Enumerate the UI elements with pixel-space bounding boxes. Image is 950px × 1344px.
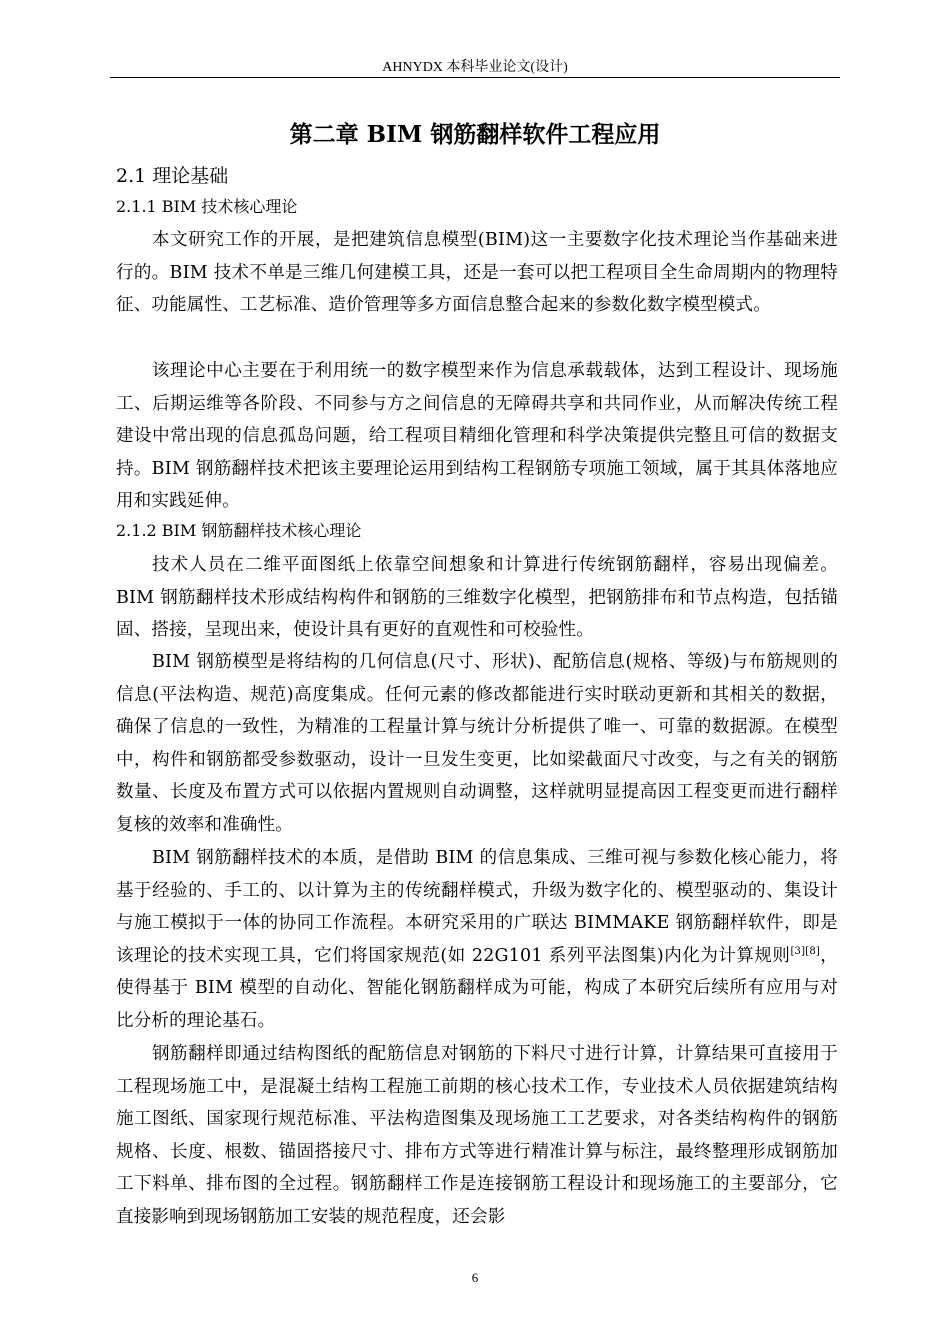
section-heading-2-1: 2.1 理论基础 xyxy=(116,165,229,187)
paragraph-text: ，使得基于 BIM 模型的自动化、智能化钢筋翻样成为可能，构成了本研究后续所有应用与对比分析的理论基石。 xyxy=(116,945,839,1031)
chapter-title: 第二章 BIM 钢筋翻样软件工程应用 xyxy=(289,121,661,148)
running-header: AHNYDX 本科毕业论文(设计) xyxy=(382,60,568,75)
header-rule xyxy=(110,77,840,78)
page-number: 6 xyxy=(471,1270,479,1285)
paragraph: 技术人员在二维平面图纸上依靠空间想象和计算进行传统钢筋翻样，容易出现偏差。BIM 钢筋翻样技术形成结构构件和钢筋的三维数字化模型，把钢筋排布和节点构造，包括锚固、搭接，呈现出来，使设计具有更好的直观性和可校验性。 xyxy=(116,555,838,641)
paragraph: 该理论中心主要在于利用统一的数字模型来作为信息承载载体，达到工程设计、现场施工、后期运维等各阶段、不同参与方之间信息的无障碍共享和共同作业，从而解决传统工程建设中常出现的信息孤岛问题，给工程项目精细化管理和科学决策提供完整且可信的数据支持。BIM 钢筋翻样技术把该主要理论运用到结构工程钢筋专项施工领域，属于其具体落地应用和实践延伸。 xyxy=(116,361,838,512)
section-heading-2-1-2: 2.1.2 BIM 钢筋翻样技术核心理论 xyxy=(116,521,362,540)
paragraph: BIM 钢筋模型是将结构的几何信息(尺寸、形状)、配筋信息(规格、等级)与布筋规则的信息(平法构造、规范)高度集成。任何元素的修改都能进行实时联动更新和其相关的数据，确保了信息的一致性，为精准的工程量计算与统计分析提供了唯一、可靠的数据源。在模型中，构件和钢筋都受参数驱动，设计一旦发生变更，比如梁截面尺寸改变，与之有关的钢筋数量、长度及布置方式可以依据内置规则自动调整，这样就明显提高因工程变更而进行翻样复核的效率和准确性。 xyxy=(116,652,838,835)
paragraph: 钢筋翻样即通过结构图纸的配筋信息对钢筋的下料尺寸进行计算，计算结果可直接用于工程现场施工中，是混凝土结构工程施工前期的核心技术工作，专业技术人员依据建筑结构施工图纸、国家现行规范标准、平法构造图集及现场施工工艺要求，对各类结构构件的钢筋规格、长度、根数、锚固搭接尺寸、排布方式等进行精准计算与标注，最终整理形成钢筋加工下料单、排布图的全过程。钢筋翻样工作是连接钢筋工程设计和现场施工的主要部分，它直接影响到现场钢筋加工安装的规范程度，还会影 xyxy=(116,1044,838,1227)
citation: [3][8] xyxy=(790,945,820,957)
paragraph: 本文研究工作的开展，是把建筑信息模型(BIM)这一主要数字化技术理论当作基础来进行的。BIM 技术不单是三维几何建模工具，还是一套可以把工程项目全生命周期内的物理特征、功能属性、工艺标准、造价管理等多方面信息整合起来的参数化数字模型模式。 xyxy=(116,230,838,316)
paragraph-with-citation xyxy=(116,842,838,1038)
section-heading-2-1-1: 2.1.1 BIM 技术核心理论 xyxy=(116,197,298,216)
paragraph-text: BIM 钢筋翻样技术的本质，是借助 BIM 的信息集成、三维可视与参数化核心能力，将基于经验的、手工的、以计算为主的传统翻样模式，升级为数字化的、模型驱动的、集设计与施工模拟于一体的协同工作流程。本研究采用的广联达 BIMMAKE 钢筋翻样软件，即是该理论的技术实现工具，它们将国家规范(如 22G101 系列平法图集)内化为计算规则 xyxy=(116,848,838,966)
